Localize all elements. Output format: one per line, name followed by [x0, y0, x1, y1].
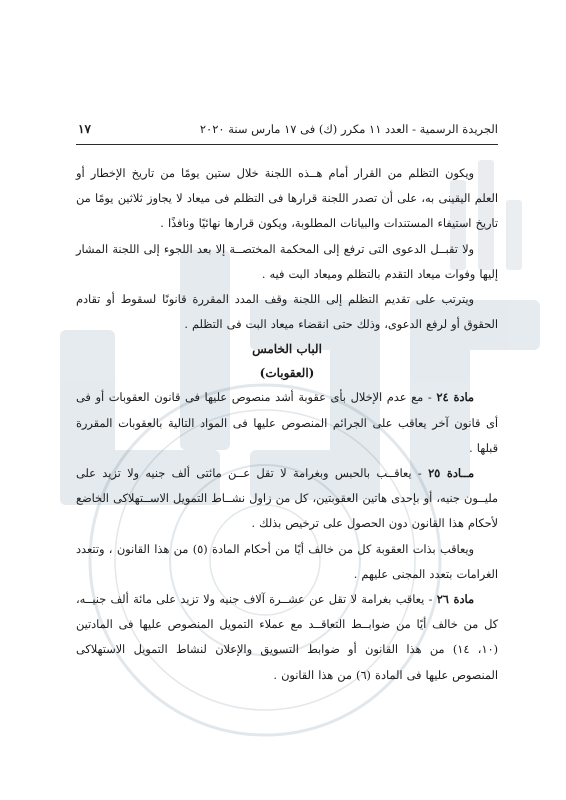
gazette-title: الجريدة الرسمية - العدد ١١ مكرر (ك) فى ١٧ مارس سنة ٢٠٢٠	[199, 122, 498, 136]
paragraph-lawsuit-condition: ولا تقبــل الدعوى التى ترفع إلى المحكمة المختصــة إلا بعد اللجوء إلى اللجنة المشار إليها وفوات ميعاد التقدم بالتظلم وميعاد البت فيه .	[76, 242, 498, 281]
article-25-continuation-text: ويعاقب بذات العقوبة كل من خالف أيًا من أحكام المادة (٥) من هذا القانون ، وتتعدد الغرامات بتعدد المجنى عليهم .	[76, 542, 498, 581]
article-25-continuation	[76, 537, 498, 587]
article-24-text: - مع عدم الإخلال بأى عقوبة أشد منصوص عليها فى قانون العقوبات أو فى أى قانون آخر يعاقب على الجرائم المنصوص عليها فى المواد التالية بالعقوبات المقررة قبلها .	[76, 391, 498, 455]
article-26	[76, 587, 498, 688]
page-header	[76, 118, 498, 140]
article-26-label: مادة ٢٦	[436, 592, 474, 607]
article-24	[76, 385, 498, 461]
chapter-subtitle: (العقوبات)	[259, 366, 315, 381]
chapter-heading: الباب الخامس	[252, 342, 322, 357]
article-26-text: - يعاقب بغرامة لا تقل عن عشــرة آلاف جنيه ولا تزيد على مائة ألف جنيــه، كل من خالف أيًا من ضوابــط التعاقــد مع عملاء التمويل المنصوص عليها فى المادتين (١٠، ١٤) من هذا القانون أو ضوابط التسويق والإعلان لنشاط التمويل الاستهلاكى المنصوص عليها فى المادة (٦) من هذا القانون .	[76, 593, 498, 682]
article-24-label: مادة ٢٤	[436, 390, 474, 405]
article-25	[76, 461, 498, 537]
document-page	[76, 118, 498, 688]
article-25-label: مــادة ٢٥	[428, 466, 474, 481]
header-divider	[76, 144, 498, 145]
article-25-text: - يعاقــب بالحبس وبغرامة لا تقل عــن مائتى ألف جنيه ولا تزيد على مليــون جنيه، أو بإحدى هاتين العقوبتين، كل من زاول نشــاط التمويل الاســتهلاكى الخاضع لأحكام هذا القانون دون الحصول على ترخيص بذلك .	[76, 467, 498, 531]
paragraph-suspension-of-periods: ويترتب على تقديم التظلم إلى اللجنة وقف المدد المقررة قانونًا لسقوط أو تقادم الحقوق أو لرفع الدعوى، وذلك حتى انقضاء ميعاد البت فى التظلم .	[76, 293, 498, 332]
paragraph-grievance-period: ويكون التظلم من القرار أمام هــذه اللجنة خلال ستين يومًا من تاريخ الإخطار أو العلم اليقينى به، على أن تصدر اللجنة قرارها فى التظلم فى ميعاد لا يجاوز ثلاثين يومًا من تاريخ استيفاء المستندات والبيانات المطلوبة، ويكون قرارها نهائيًا ونافذًا .	[76, 167, 498, 231]
page-number: ١٧	[78, 122, 91, 136]
